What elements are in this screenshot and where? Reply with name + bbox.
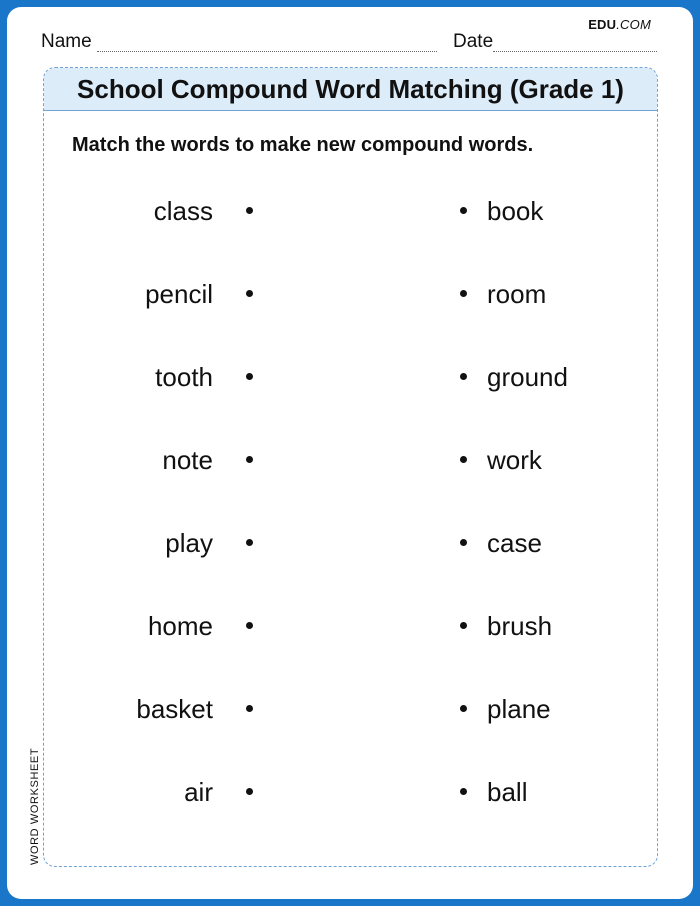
right-dot[interactable] [460, 539, 467, 546]
date-label: Date [453, 31, 494, 52]
right-dot[interactable] [460, 207, 467, 214]
left-dot[interactable] [246, 290, 253, 297]
left-dot[interactable] [246, 788, 253, 795]
right-dot[interactable] [460, 373, 467, 380]
date-field[interactable] [493, 51, 657, 52]
instructions: Match the words to make new compound words. [72, 134, 534, 156]
name-date-row [41, 31, 657, 55]
left-dot[interactable] [246, 705, 253, 712]
left-word: tooth [155, 362, 213, 392]
left-dot[interactable] [246, 207, 253, 214]
right-word: ground [487, 362, 568, 392]
left-word: pencil [145, 279, 213, 309]
left-word: play [165, 528, 213, 558]
right-dot[interactable] [460, 290, 467, 297]
match-pair-4 [44, 443, 657, 477]
left-dot[interactable] [246, 456, 253, 463]
match-pair-2 [44, 277, 657, 311]
brand-com: .COM [616, 17, 651, 32]
left-dot[interactable] [246, 373, 253, 380]
right-dot[interactable] [460, 622, 467, 629]
left-word: basket [136, 694, 213, 724]
title-bar [44, 68, 657, 111]
right-word: book [487, 196, 544, 226]
right-word: brush [487, 611, 553, 641]
right-dot[interactable] [460, 456, 467, 463]
match-pair-1 [44, 194, 657, 228]
worksheet-page [7, 7, 693, 899]
right-word: ball [487, 777, 528, 807]
name-label: Name [41, 31, 92, 52]
right-word: case [487, 528, 542, 558]
right-word: room [487, 279, 547, 309]
left-dot[interactable] [246, 539, 253, 546]
match-pair-7 [44, 692, 657, 726]
match-pair-8 [44, 775, 657, 809]
worksheet-title: School Compound Word Matching (Grade 1) [77, 73, 624, 104]
right-dot[interactable] [460, 705, 467, 712]
name-field[interactable] [97, 51, 437, 52]
left-dot[interactable] [246, 622, 253, 629]
left-word: home [147, 611, 213, 641]
brand-edu: EDU [588, 17, 617, 32]
left-word: air [184, 777, 213, 807]
right-word: work [487, 445, 542, 475]
worksheet-panel [43, 67, 658, 867]
side-label: WORD WORKSHEET [29, 747, 41, 865]
match-pair-6 [44, 609, 657, 643]
match-pair-3 [44, 360, 657, 394]
brand-logo [588, 17, 651, 32]
right-dot[interactable] [460, 788, 467, 795]
left-word: class [153, 196, 213, 226]
match-pair-5 [44, 526, 657, 560]
right-word: plane [487, 694, 551, 724]
left-word: note [162, 445, 213, 475]
